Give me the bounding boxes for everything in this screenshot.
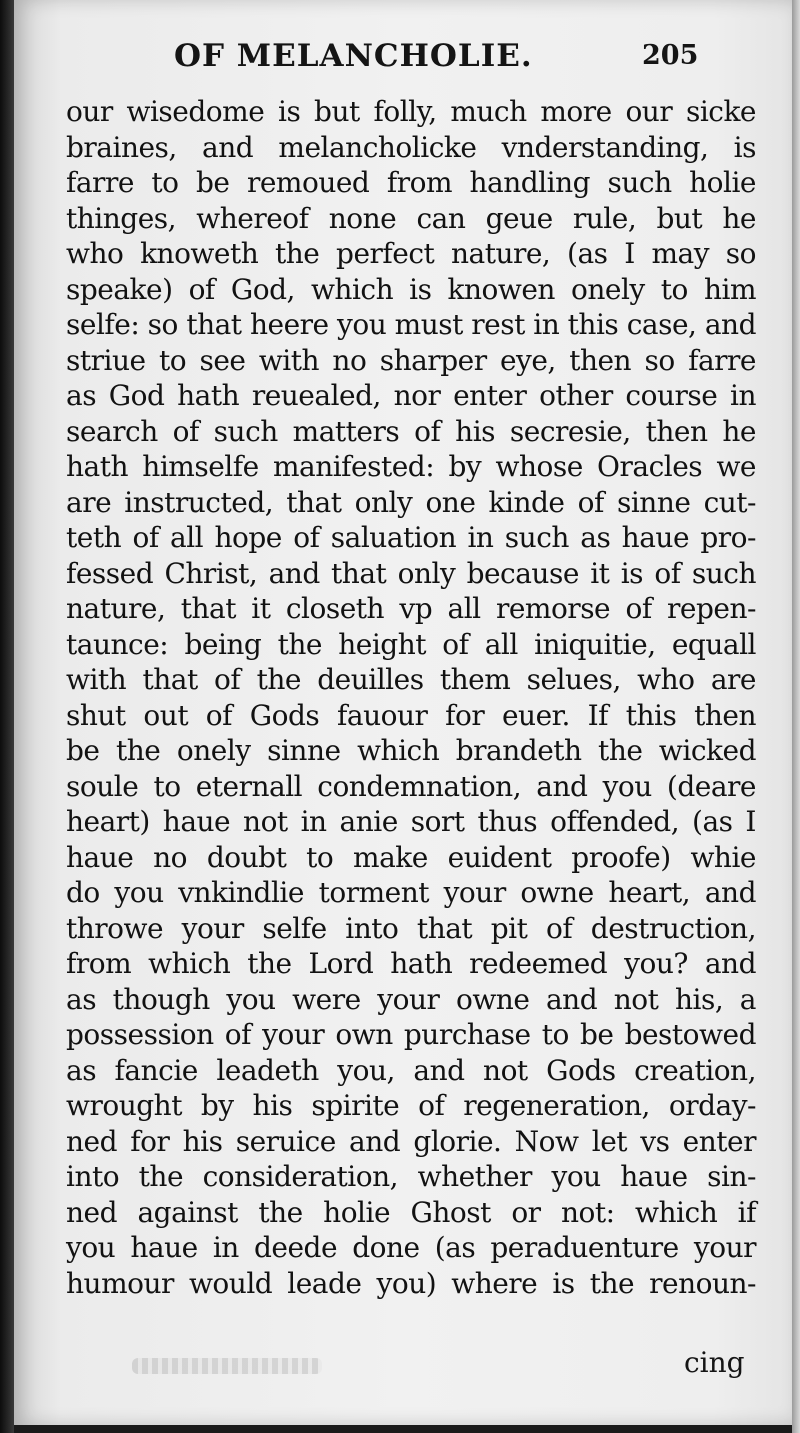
text-line: taunce: being the height of all iniquitie, equall — [66, 627, 756, 661]
page-header — [14, 38, 792, 88]
text-line: selfe: so that heere you must rest in this case, and — [66, 308, 756, 341]
text-line: fessed Christ, and that only because it is of such — [66, 556, 756, 590]
text-line: search of such matters of his secresie, then he — [66, 414, 756, 448]
text-line: thinges, whereof none can geue rule, but he — [66, 201, 756, 235]
text-line: be the onely sinne which brandeth the wicked — [66, 734, 756, 767]
text-line: speake) of God, which is knowen onely to him — [66, 272, 756, 306]
page-number: 205 — [642, 40, 699, 71]
page-edge — [792, 0, 800, 1433]
text-line: striue to see with no sharper eye, then so farre — [66, 343, 756, 377]
text-line: hath himselfe manifested: by whose Oracles we — [66, 450, 756, 483]
text-line: you haue in deede done (as peraduenture your — [66, 1231, 756, 1264]
text-line: do you vnkindlie torment your owne heart, and — [66, 876, 756, 909]
text-line: soule to eternall condemnation, and you (deare — [66, 769, 756, 803]
text-line: haue no doubt to make euident proofe) whie — [66, 840, 756, 874]
show-through-ink — [132, 1358, 322, 1374]
text-line: humour would leade you) where is the renoun- — [66, 1266, 756, 1300]
text-line: as though you were your owne and not his, a — [66, 982, 756, 1016]
text-line: ned for his seruice and glorie. Now let vs enter — [66, 1124, 756, 1158]
text-line: teth of all hope of saluation in such as haue pro- — [66, 521, 756, 554]
text-line: into the consideration, whether you haue sin- — [66, 1160, 756, 1193]
text-line: throwe your selfe into that pit of destruction, — [66, 911, 756, 945]
text-line: shut out of Gods fauour for euer. If this then — [66, 698, 756, 732]
text-line: ned against the holie Ghost or not: which if — [66, 1195, 756, 1229]
text-line: nature, that it closeth vp all remorse of repen- — [66, 592, 756, 625]
book-gutter-shadow — [0, 0, 14, 1433]
running-title: OF MELANCHOLIE. — [174, 38, 533, 74]
text-line: farre to be remoued from handling such holie — [66, 166, 756, 199]
text-line: as God hath reuealed, nor enter other course in — [66, 379, 756, 412]
text-line: are instructed, that only one kinde of sinne cut- — [66, 485, 756, 519]
text-line: who knoweth the perfect nature, (as I may so — [66, 237, 756, 270]
body-text — [66, 94, 756, 1301]
catchword: cing — [684, 1346, 745, 1379]
book-page — [14, 0, 792, 1425]
text-line: possession of your own purchase to be bestowed — [66, 1018, 756, 1051]
text-line: wrought by his spirite of regeneration, orday- — [66, 1089, 756, 1122]
text-line: our wisedome is but folly, much more our sicke — [66, 95, 756, 128]
text-line: heart) haue not in anie sort thus offended, (as I — [66, 805, 756, 838]
text-line: as fancie leadeth you, and not Gods creation, — [66, 1053, 756, 1087]
text-line: from which the Lord hath redeemed you? and — [66, 947, 756, 980]
text-line: with that of the deuilles them selues, who are — [66, 663, 756, 696]
text-line: braines, and melancholicke vnderstanding, is — [66, 130, 756, 164]
